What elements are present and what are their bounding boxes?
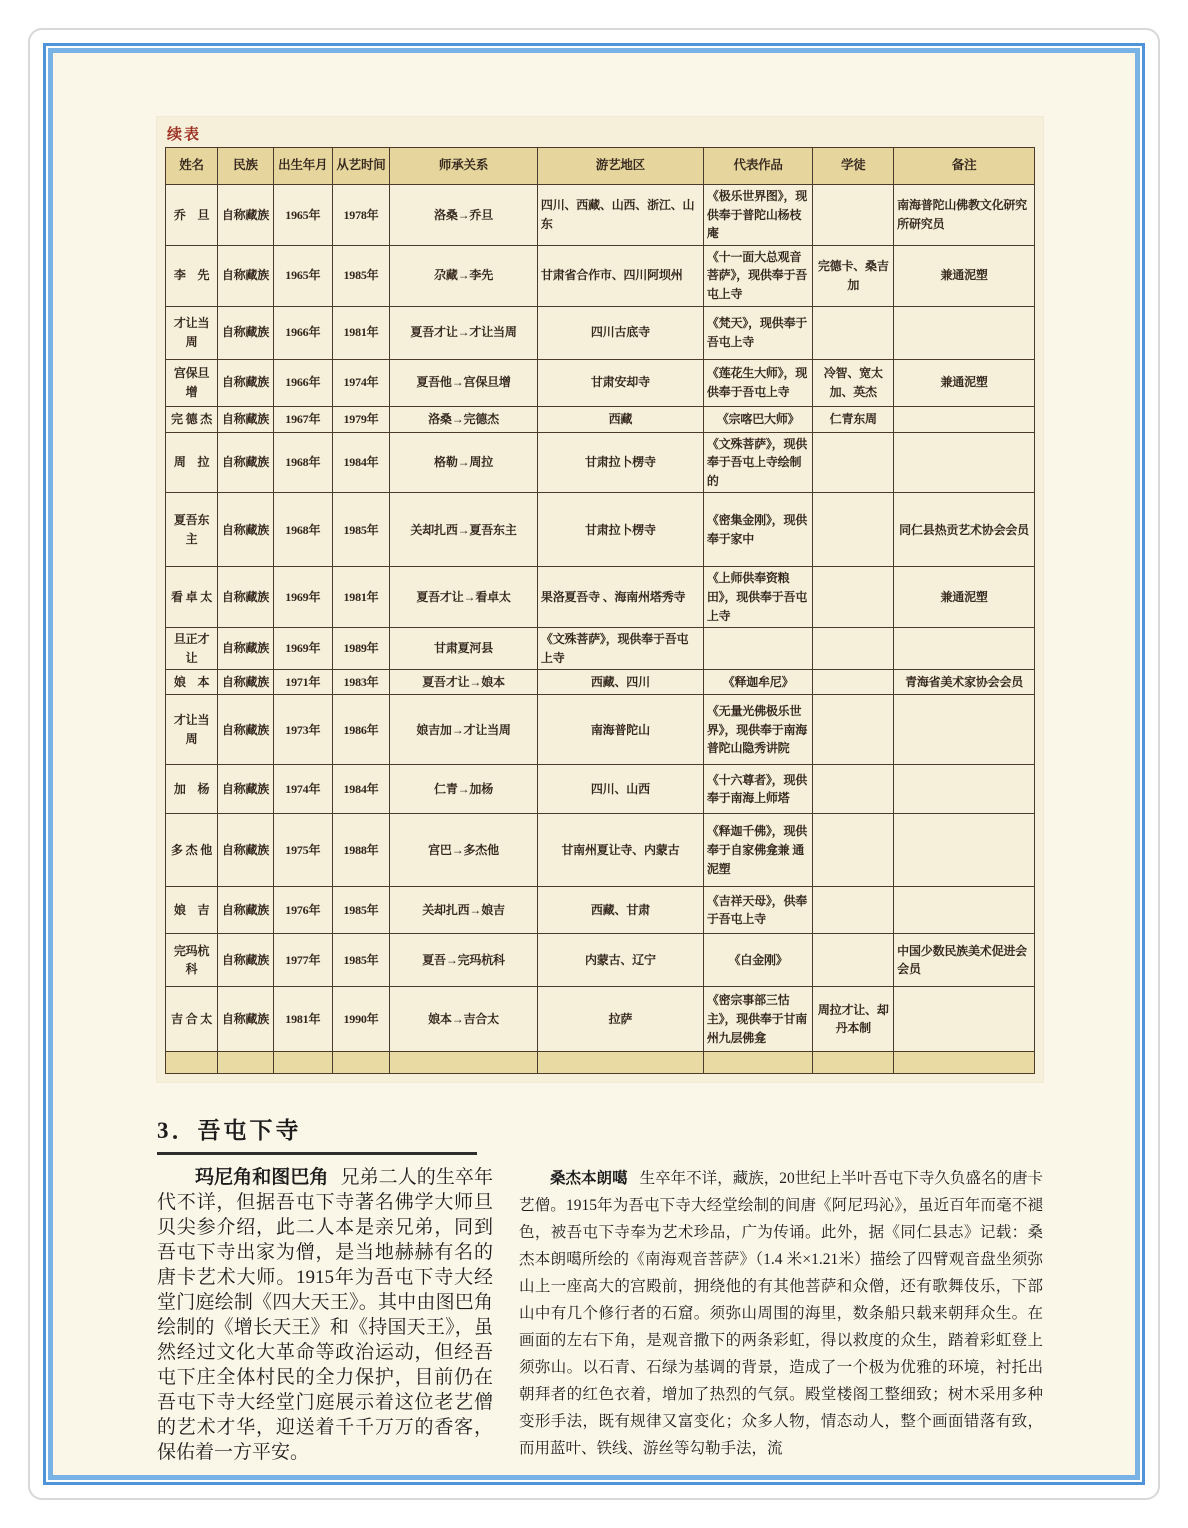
paragraph-right-lead: 桑杰本朗噶: [550, 1170, 628, 1188]
table-cell: 1985年: [332, 493, 389, 567]
table-cell: 1985年: [332, 245, 389, 306]
paragraph-left: [157, 1165, 493, 1465]
heading-rule: [157, 1152, 477, 1155]
table-cell: [273, 1052, 332, 1074]
table-cell: 仁青→加杨: [390, 765, 538, 814]
paragraph-left-body: 兄弟二人的生卒年代不详，但据吾屯下寺著名佛学大师旦贝尖参介绍，此二人本是亲兄弟，同到吾屯下寺出家为僧，是当地赫赫有名的唐卡艺术大师。1915年为吾屯下寺大经堂门庭绘制《四大天王》。其中由图巴角绘制的《增长天王》和《持国天王》，虽然经过文化大革命等政治运动，但经吾屯下庄全体村民的全力保护，目前仍在吾屯下寺大经堂门庭展示着这位老艺僧的艺术才华，迎送着千千万万的香客，保佑着一方平安。: [157, 1167, 493, 1464]
table-cell: 《莲花生大师》，现供奉于吾屯上寺: [703, 359, 812, 406]
table-cell: 1985年: [332, 887, 389, 934]
table-cell: 中国少数民族美术促进会会员: [894, 934, 1035, 987]
table-row: [166, 695, 1035, 765]
table-cell: 1986年: [332, 695, 389, 765]
table-cell: 甘肃夏河县: [390, 628, 538, 670]
table-cell: 自称藏族: [218, 493, 274, 567]
column-header: 游艺地区: [537, 148, 703, 185]
table-cell: 1985年: [332, 934, 389, 987]
table-cell: 甘肃拉卜楞寺: [537, 493, 703, 567]
table-cell: 1965年: [273, 185, 332, 246]
table-cell: 1969年: [273, 567, 332, 628]
table-row: [166, 887, 1035, 934]
table-cell: 甘肃安却寺: [537, 359, 703, 406]
table-cell: 拉萨: [537, 987, 703, 1052]
continuation-label: 续表: [167, 127, 202, 143]
two-column-text: [157, 1165, 1043, 1465]
table-cell: 《密宗事部三怙主》，现供奉于甘南州九层佛龛: [703, 987, 812, 1052]
table-cell: 四川、西藏、山西、浙江、山东: [537, 185, 703, 246]
table-cell: 西藏、甘肃: [537, 887, 703, 934]
section-heading: 3．吾屯下寺: [157, 1118, 302, 1144]
table-cell: 南海普陀山: [537, 695, 703, 765]
table-cell: 1975年: [273, 814, 332, 887]
table-cell: 《吉祥天母》，供奉于吾屯上寺: [703, 887, 812, 934]
table-cell: 完玛杭科: [166, 934, 218, 987]
table-cell: [894, 695, 1035, 765]
column-header: 出生年月: [273, 148, 332, 185]
section-wutun-lower-monastery: [157, 1112, 1043, 1465]
column-header: 民族: [218, 148, 274, 185]
table-cell: 1989年: [332, 628, 389, 670]
table-cell: 四川、山西: [537, 765, 703, 814]
table-cell: 甘肃省合作市、四川阿坝州: [537, 245, 703, 306]
table-cell: 夏吾他→宫保旦增: [390, 359, 538, 406]
table-cell: [813, 670, 894, 695]
table-cell: 加 杨: [166, 765, 218, 814]
table-cell: 才让当周: [166, 695, 218, 765]
table-cell: 1974年: [273, 765, 332, 814]
table-cell: 格勒→周拉: [390, 432, 538, 493]
column-header: 姓名: [166, 148, 218, 185]
table-cell: 洛桑→完德杰: [390, 406, 538, 432]
table-row: [166, 670, 1035, 695]
paragraph-right: [519, 1165, 1043, 1465]
table-cell: 娘吉加→才让当周: [390, 695, 538, 765]
table-cell: [390, 1052, 538, 1074]
table-cell: [703, 1052, 812, 1074]
table-cell: 1983年: [332, 670, 389, 695]
table-cell: 兼通泥塑: [894, 245, 1035, 306]
table-cell: 自称藏族: [218, 245, 274, 306]
table-cell: 才让当周: [166, 306, 218, 359]
table-cell: 《释迦牟尼》: [703, 670, 812, 695]
artists-table: [165, 147, 1035, 1074]
table-cell: 吉 合 太: [166, 987, 218, 1052]
table-cell: 甘肃拉卜楞寺: [537, 432, 703, 493]
table-row: [166, 934, 1035, 987]
table-cell: [332, 1052, 389, 1074]
table-cell: 《十六尊者》，现供奉于南海上师塔: [703, 765, 812, 814]
table-row: [166, 406, 1035, 432]
table-cell: 自称藏族: [218, 670, 274, 695]
table-cell: 1978年: [332, 185, 389, 246]
table-cell: [703, 628, 812, 670]
table-cell: [813, 695, 894, 765]
table-cell: [894, 987, 1035, 1052]
table-row: [166, 987, 1035, 1052]
table-cell: 1984年: [332, 432, 389, 493]
table-cell: 《文殊菩萨》，现供奉于吾屯上寺: [537, 628, 703, 670]
table-cell: 《密集金刚》，现供奉于家中: [703, 493, 812, 567]
column-header: 代表作品: [703, 148, 812, 185]
table-cell: 《无量光佛极乐世界》，现供奉于南海普陀山隐秀讲院: [703, 695, 812, 765]
decorative-frame-inner: [48, 48, 1140, 1480]
table-row: [166, 432, 1035, 493]
table-cell: 1966年: [273, 306, 332, 359]
table-scan-patch: [157, 117, 1043, 1082]
table-cell: [813, 306, 894, 359]
table-cell: 1965年: [273, 245, 332, 306]
table-cell: [894, 814, 1035, 887]
column-header: 师承关系: [390, 148, 538, 185]
table-cell: 自称藏族: [218, 359, 274, 406]
table-row: [166, 185, 1035, 246]
table-cell: 多 杰 他: [166, 814, 218, 887]
table-row: [166, 765, 1035, 814]
table-cell: 西藏: [537, 406, 703, 432]
table-cell: 自称藏族: [218, 765, 274, 814]
column-header: 学徒: [813, 148, 894, 185]
table-cell: 甘南州夏让寺、内蒙古: [537, 814, 703, 887]
table-cell: 1977年: [273, 934, 332, 987]
table-cell: 完 德 杰: [166, 406, 218, 432]
table-cell: 1988年: [332, 814, 389, 887]
table-header-row: [166, 148, 1035, 185]
table-cell: 同仁县热贡艺术协会会员: [894, 493, 1035, 567]
table-cell: [166, 1052, 218, 1074]
table-cell: 《白金刚》: [703, 934, 812, 987]
table-cell: 兼通泥塑: [894, 359, 1035, 406]
table-cell: [894, 432, 1035, 493]
table-cell: [813, 628, 894, 670]
table-cell: [894, 406, 1035, 432]
table-cell: 关却扎西→夏吾东主: [390, 493, 538, 567]
table-cell: 1979年: [332, 406, 389, 432]
table-cell: 1969年: [273, 628, 332, 670]
table-cell: 自称藏族: [218, 406, 274, 432]
table-cell: 1981年: [332, 567, 389, 628]
table-row: [166, 245, 1035, 306]
table-cell: 尕藏→李先: [390, 245, 538, 306]
table-cell: 1971年: [273, 670, 332, 695]
decorative-frame-outer: [43, 43, 1145, 1485]
table-cell: 自称藏族: [218, 814, 274, 887]
table-cell: 仁青东周: [813, 406, 894, 432]
table-cell: 宫保旦增: [166, 359, 218, 406]
table-cell: 《宗喀巴大师》: [703, 406, 812, 432]
table-cell: 1976年: [273, 887, 332, 934]
table-cell: 1981年: [273, 987, 332, 1052]
paragraph-right-body: 生卒年不详，藏族，20世纪上半叶吾屯下寺久负盛名的唐卡艺僧。1915年为吾屯下寺大经堂绘制的间唐《阿尼玛沁》，虽近百年而毫不褪色，被吾屯下寺奉为艺术珍品，广为传诵。此外，据《同仁县志》记载：桑杰本朗噶所绘的《南海观音菩萨》（1.4 米×1.21米）描绘了四臂观音盘坐须弥山上一座高大的宫殿前，拥绕他的有其他菩萨和众僧，还有歌舞伎乐，下部山中有几个修行者的石窟。须弥山周围的海里，数条船只载来朝拜众生。在画面的左右下角，是观音撒下的两条彩虹，得以救度的众生，踏着彩虹登上须弥山。以石青、石绿为基调的背景，造成了一个极为优雅的环境，衬托出朝拜者的红色衣着，增加了热烈的气氛。殿堂楼阁工整细致；树木采用多种变形手法，既有规律又富变化；众多人物，情态动人，整个画面错落有致，而用蓝叶、铁线、游丝等勾勒手法，流: [519, 1170, 1043, 1458]
table-cell: 夏吾→完玛杭科: [390, 934, 538, 987]
table-cell: 1966年: [273, 359, 332, 406]
table-cell: 1981年: [332, 306, 389, 359]
table-cell: 自称藏族: [218, 887, 274, 934]
table-cell: 自称藏族: [218, 934, 274, 987]
table-cell: [813, 765, 894, 814]
table-cell: [813, 1052, 894, 1074]
table-cell: 夏吾才让→看卓太: [390, 567, 538, 628]
paragraph-left-lead: 玛尼角和图巴角: [195, 1167, 329, 1189]
table-cell: [894, 887, 1035, 934]
table-cell: 《梵天》，现供奉于吾屯上寺: [703, 306, 812, 359]
table-cell: 洛桑→乔旦: [390, 185, 538, 246]
table-cell: 内蒙古、辽宁: [537, 934, 703, 987]
column-header: 备注: [894, 148, 1035, 185]
table-cell: 1973年: [273, 695, 332, 765]
table-cell: 周 拉: [166, 432, 218, 493]
table-row: [166, 814, 1035, 887]
table-cell: 完德卡、桑吉加: [813, 245, 894, 306]
column-header: 从艺时间: [332, 148, 389, 185]
table-cell: [813, 814, 894, 887]
table-cell: 旦正才让: [166, 628, 218, 670]
table-cell: 自称藏族: [218, 432, 274, 493]
table-row: [166, 1052, 1035, 1074]
table-cell: 夏吾才让→娘本: [390, 670, 538, 695]
table-cell: [813, 934, 894, 987]
page-outer-border: [28, 28, 1160, 1500]
table-cell: 1968年: [273, 432, 332, 493]
table-cell: 1990年: [332, 987, 389, 1052]
table-cell: [894, 306, 1035, 359]
table-cell: 1967年: [273, 406, 332, 432]
table-cell: [813, 432, 894, 493]
table-cell: 《十一面大总观音菩萨》，现供奉于吾屯上寺: [703, 245, 812, 306]
table-cell: [813, 185, 894, 246]
table-cell: 果洛夏吾寺 、海南州塔秀寺: [537, 567, 703, 628]
table-cell: 自称藏族: [218, 987, 274, 1052]
table-cell: 青海省美术家协会会员: [894, 670, 1035, 695]
table-cell: 四川古底寺: [537, 306, 703, 359]
table-cell: [813, 493, 894, 567]
table-cell: 1968年: [273, 493, 332, 567]
table-cell: 自称藏族: [218, 185, 274, 246]
table-cell: 《极乐世界图》，现供奉于普陀山杨枝庵: [703, 185, 812, 246]
table-cell: 周拉才让、却丹本制: [813, 987, 894, 1052]
table-cell: 西藏、四川: [537, 670, 703, 695]
table-cell: 娘 吉: [166, 887, 218, 934]
table-cell: 冷智、宽太加、英杰: [813, 359, 894, 406]
table-cell: 自称藏族: [218, 628, 274, 670]
table-cell: 李 先: [166, 245, 218, 306]
table-cell: 自称藏族: [218, 567, 274, 628]
table-cell: [537, 1052, 703, 1074]
table-cell: 乔 旦: [166, 185, 218, 246]
table-cell: 兼通泥塑: [894, 567, 1035, 628]
table-cell: 《文殊菩萨》，现供奉于吾屯上寺绘制的: [703, 432, 812, 493]
table-cell: [894, 628, 1035, 670]
page-content: [53, 53, 1135, 1475]
table-cell: 宫巴→多杰他: [390, 814, 538, 887]
table-cell: 1974年: [332, 359, 389, 406]
table-cell: 1984年: [332, 765, 389, 814]
table-cell: 自称藏族: [218, 306, 274, 359]
table-cell: [894, 765, 1035, 814]
table-row: [166, 628, 1035, 670]
table-cell: 南海普陀山佛教文化研究所研究员: [894, 185, 1035, 246]
table-cell: 夏吾东主: [166, 493, 218, 567]
table-cell: [218, 1052, 274, 1074]
table-cell: 《上师供奉资粮田》，现供奉于吾屯上寺: [703, 567, 812, 628]
table-cell: 娘 本: [166, 670, 218, 695]
table-row: [166, 493, 1035, 567]
table-cell: 关却扎西→娘吉: [390, 887, 538, 934]
table-cell: [894, 1052, 1035, 1074]
table-cell: [813, 887, 894, 934]
table-row: [166, 567, 1035, 628]
table-cell: 看 卓 太: [166, 567, 218, 628]
table-cell: 自称藏族: [218, 695, 274, 765]
table-row: [166, 359, 1035, 406]
table-cell: 夏吾才让→才让当周: [390, 306, 538, 359]
table-row: [166, 306, 1035, 359]
table-cell: 《释迦千佛》，现供奉于自家佛龛兼 通 泥塑: [703, 814, 812, 887]
table-cell: 娘本→吉合太: [390, 987, 538, 1052]
table-cell: [813, 567, 894, 628]
